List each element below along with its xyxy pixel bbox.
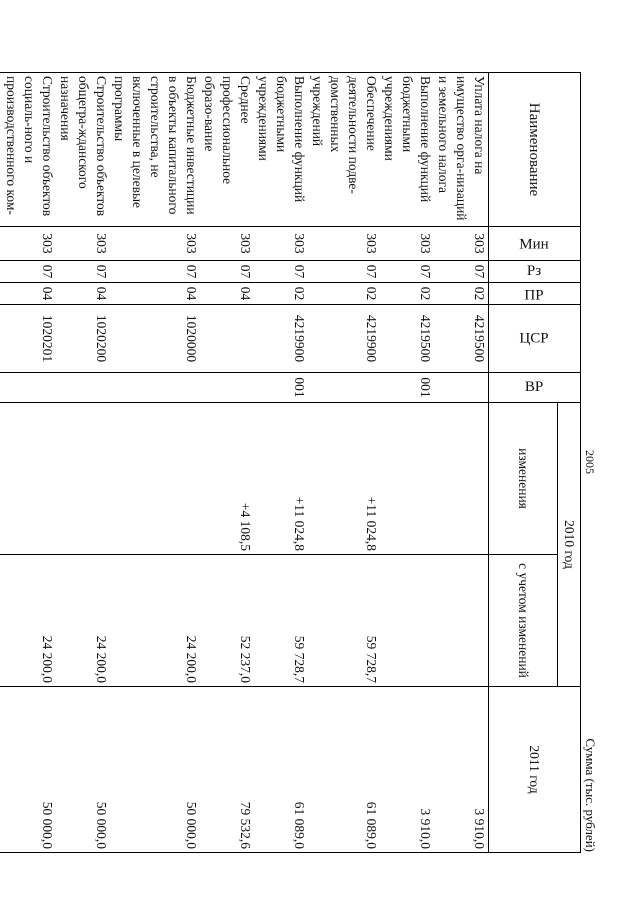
row-min: 303 — [308, 227, 380, 261]
row-pr: 04 — [200, 283, 254, 305]
table-body — [0, 73, 489, 853]
row-vr — [56, 373, 110, 403]
row-csr: 4219500 — [434, 305, 489, 373]
row-vr — [308, 373, 380, 403]
header-2010: 2010 год — [558, 403, 581, 687]
row-with-changes: 24 200,0 — [0, 555, 56, 687]
row-rz: 07 — [56, 261, 110, 283]
header-csr: ЦСР — [489, 305, 581, 373]
row-name: Строительство объектов социаль-ного и производственного ком- — [0, 73, 56, 227]
row-changes — [0, 403, 56, 555]
header-pr: ПР — [489, 283, 581, 305]
row-2011: 3 910,0 — [434, 687, 489, 853]
row-rz: 07 — [308, 261, 380, 283]
row-changes — [380, 403, 434, 555]
row-2011: 50 000,0 — [0, 687, 56, 853]
row-name: Обеспечение деятельности подве-домственных учреждений — [308, 73, 380, 227]
row-2011: 3 910,0 — [380, 687, 434, 853]
budget-table — [0, 72, 581, 853]
row-rz: 07 — [380, 261, 434, 283]
row-vr — [200, 373, 254, 403]
row-min: 303 — [380, 227, 434, 261]
table-row — [200, 73, 254, 853]
row-csr: 1020000 — [110, 305, 200, 373]
header-vr: ВР — [489, 373, 581, 403]
table-row — [0, 73, 56, 853]
header-with-changes: с учетом изменений — [489, 555, 558, 687]
row-with-changes: 52 237,0 — [200, 555, 254, 687]
row-name: Среднее профессиональное образо-вание — [200, 73, 254, 227]
row-min: 303 — [434, 227, 489, 261]
row-rz: 07 — [0, 261, 56, 283]
row-changes: +4 108,5 — [200, 403, 254, 555]
row-csr: 4219900 — [254, 305, 308, 373]
row-vr — [0, 373, 56, 403]
row-changes — [56, 403, 110, 555]
table-row — [110, 73, 200, 853]
row-rz: 07 — [110, 261, 200, 283]
row-pr: 02 — [380, 283, 434, 305]
row-changes — [434, 403, 489, 555]
row-min: 303 — [254, 227, 308, 261]
rotated-page — [4, 72, 598, 852]
row-changes: +11 024,8 — [308, 403, 380, 555]
row-vr — [434, 373, 489, 403]
row-pr: 02 — [254, 283, 308, 305]
row-with-changes: 24 200,0 — [110, 555, 200, 687]
row-2011: 61 089,0 — [254, 687, 308, 853]
row-csr: 4219900 — [308, 305, 380, 373]
row-2011: 50 000,0 — [110, 687, 200, 853]
row-min: 303 — [0, 227, 56, 261]
row-vr: 001 — [380, 373, 434, 403]
row-name: Выполнение функций бюджетными учреждениями — [254, 73, 308, 227]
row-name: Выполнение функций бюджетными учреждениями — [380, 73, 434, 227]
row-rz: 07 — [254, 261, 308, 283]
header-2011: 2011 год — [489, 687, 581, 853]
header-rz: Рз — [489, 261, 581, 283]
row-with-changes: 24 200,0 — [56, 555, 110, 687]
row-pr: 02 — [434, 283, 489, 305]
table-header — [489, 73, 581, 853]
row-vr: 001 — [254, 373, 308, 403]
row-pr: 02 — [308, 283, 380, 305]
row-pr: 04 — [110, 283, 200, 305]
row-2011: 61 089,0 — [308, 687, 380, 853]
units-caption: Сумма (тыс. рублей) — [583, 738, 598, 852]
row-pr: 04 — [56, 283, 110, 305]
row-csr: 1020200 — [56, 305, 110, 373]
header-min: Мин — [489, 227, 581, 261]
row-with-changes: 59 728,7 — [308, 555, 380, 687]
row-rz: 07 — [434, 261, 489, 283]
row-min: 303 — [110, 227, 200, 261]
table-row — [254, 73, 308, 853]
row-csr — [200, 305, 254, 373]
row-rz: 07 — [200, 261, 254, 283]
row-min: 303 — [200, 227, 254, 261]
table-row — [380, 73, 434, 853]
row-name: Уплата налога на имущество орга-низаций и земельного налога — [434, 73, 489, 227]
row-csr: 4219500 — [380, 305, 434, 373]
row-name: Строительство объектов общегра-жданского назначения — [56, 73, 110, 227]
row-changes: +11 024,8 — [254, 403, 308, 555]
header-name: Наименование — [489, 73, 581, 227]
header-changes: изменения — [489, 403, 558, 555]
page-number: 2005 — [583, 450, 597, 474]
table-row — [56, 73, 110, 853]
row-min: 303 — [56, 227, 110, 261]
row-with-changes — [434, 555, 489, 687]
table-row — [434, 73, 489, 853]
table-row — [308, 73, 380, 853]
row-csr: 1020201 — [0, 305, 56, 373]
row-name: Бюджетные инвестиции в объекты капитального строительства, не включенные в целевые программы — [110, 73, 200, 227]
row-2011: 79 532,6 — [200, 687, 254, 853]
row-vr — [110, 373, 200, 403]
row-2011: 50 000,0 — [56, 687, 110, 853]
row-with-changes — [380, 555, 434, 687]
row-pr: 04 — [0, 283, 56, 305]
row-with-changes: 59 728,7 — [254, 555, 308, 687]
row-changes — [110, 403, 200, 555]
